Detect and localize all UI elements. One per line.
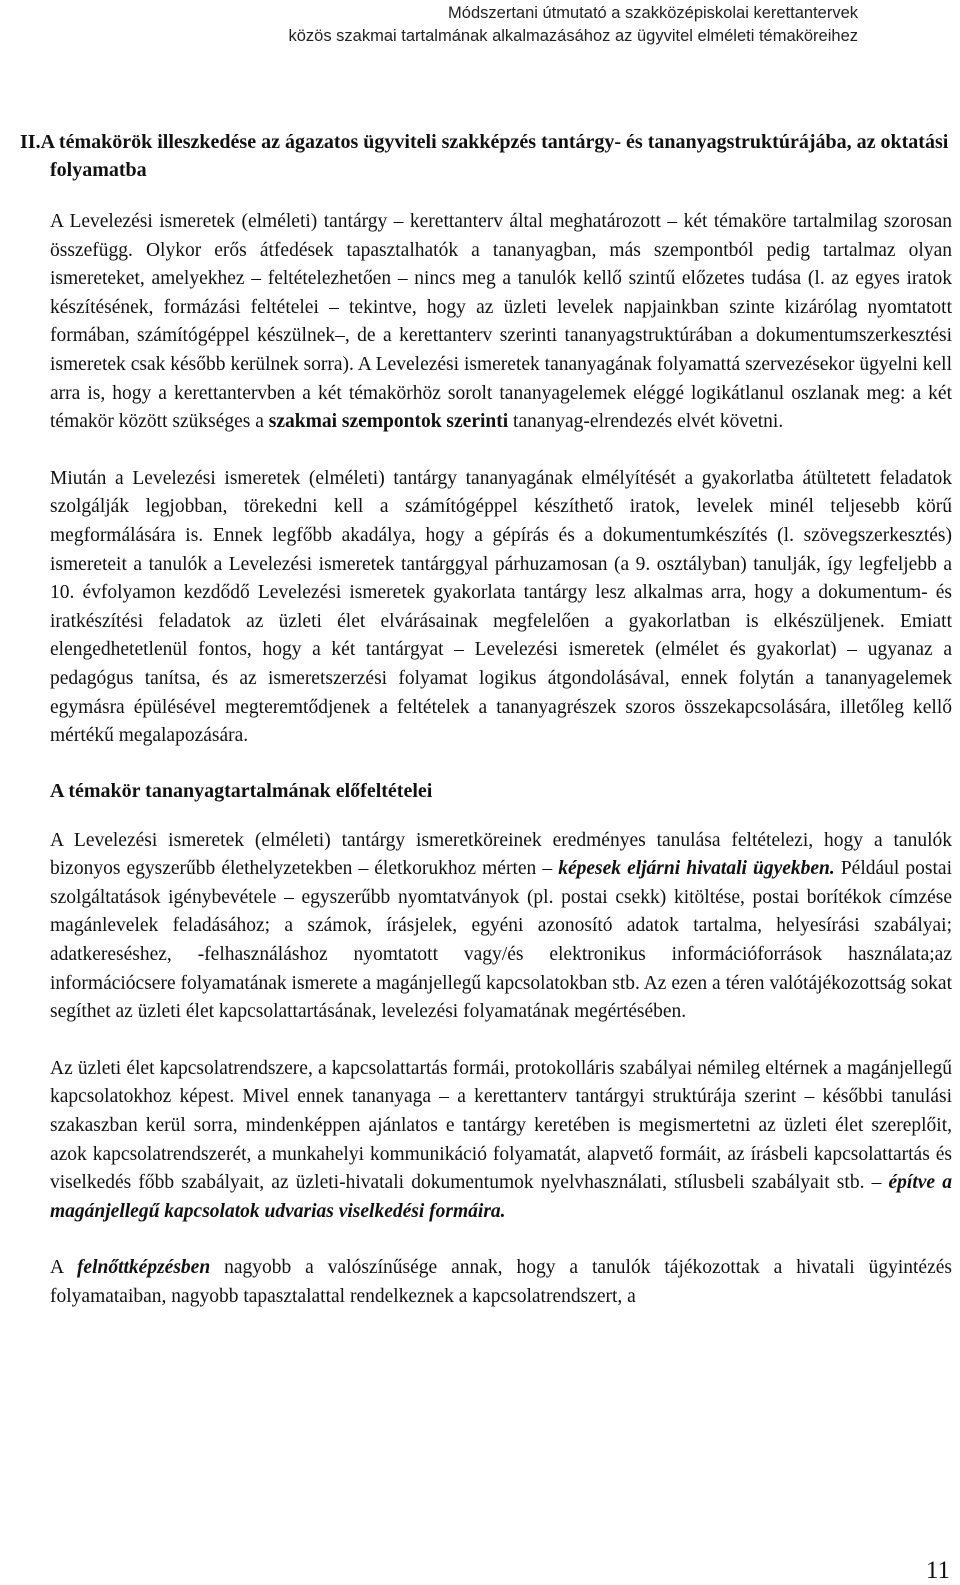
header-line-1: Módszertani útmutató a szakközépiskolai kerettantervek — [448, 4, 858, 22]
paragraph-5-text: nagyobb a valószínűsége annak, hogy a tanulók tájékozottak a hivatali ügyintézés folyamataiban, nagyobb tapasztalattal rendelkeznek a kapcsolatrendszert, a — [50, 1257, 952, 1307]
subheading: A témakör tananyagtartalmának előfeltételei — [50, 779, 433, 802]
body-content — [20, 128, 952, 1312]
running-header — [289, 2, 859, 48]
paragraph-3-end: Például postai szolgáltatások igénybevétele – egyszerűbb nyomtatványok (pl. postai csekk) kitöltése, postai borítékok címzése magánlevelek feladásához; a számok, írásjelek, egyéni azonosító adatok tartalma, helyesírási szabályai; adatkereséshez, -felhasználáshoz nyomtatott vagy/és elektronikus információforrások használata;az információcsere folyamatának ismerete a magánjellegű kapcsolatokban stb. Az ezen a téren valótájékozottság sokat segíthet az üzleti élet kapcsolattartásának, levelezési folyamatának megértésében. — [50, 858, 952, 1023]
paragraph-5-start: A — [50, 1257, 77, 1279]
paragraph-1 — [50, 208, 952, 437]
paragraph-1-end: tananyag-elrendezés elvét követni. — [508, 411, 784, 433]
header-line-2: közös szakmai tartalmának alkalmazásához az ügyvitel elméleti témaköreihez — [288, 27, 858, 45]
paragraph-3 — [50, 827, 952, 1027]
paragraph-1-text: A Levelezési ismeretek (elméleti) tantárgy – kerettanterv által meghatározott – két témaköre tartalmilag szorosan összefügg. Olykor erős átfedések tapasztalhatók a tananyagban, más szempontból pedig tartalmaz olyan ismereteket, amelyekhez – feltételezhetően – nincs meg a tanulók kellő szintű előzetes tudása (l. az egyes iratok készítésének, formázási feltételei – tekintve, hogy az üzleti levelek napjainkban szinte kizárólag nyomtatott formában, számítógéppel készülnek–, de a kerettanterv szerinti tananyagstruktúrában a dokumentumszerkesztési ismeretek csak később kerülnek sorra). A Levelezési ismeretek tananyagának folyamattá szervezésekor ügyelni kell arra is, hogy a kerettantervben a két témakörhöz sorolt tananyagelemek eléggé logikátlanul oszlanak meg: a két témakör között szükséges a — [50, 211, 952, 433]
section-title: II.A témakörök illeszkedése az ágazatos ügyviteli szakképzés tantárgy- és tananyagstruktúrájába, az oktatási folyamatba — [20, 131, 949, 181]
paragraph-5 — [50, 1254, 952, 1311]
paragraph-4-emphasis: építve a magánjellegű kapcsolatok udvarias viselkedési formáira. — [50, 1172, 952, 1222]
paragraph-4 — [50, 1055, 952, 1227]
paragraph-1-bold: szakmai szempontok szerinti — [268, 411, 509, 433]
page-number: 11 — [925, 1557, 950, 1584]
paragraph-3-emphasis: képesek eljárni hivatali ügyekben. — [558, 858, 835, 880]
paragraph-3-text: A Levelezési ismeretek (elméleti) tantárgy ismeretköreinek eredményes tanulása feltételezi, hogy a tanulók bizonyos egyszerűbb élethelyzetekben – életkorukhoz mérten – — [50, 829, 952, 880]
paragraph-4-text: Az üzleti élet kapcsolatrendszere, a kapcsolattartás formái, protokolláris szabályai némileg eltérnek a magánjellegű kapcsolatokhoz képest. Mivel ennek tananyaga – a kerettanterv tantárgyi struktúrája szerint – későbbi tanulási szakaszban kerül sorra, mindenképpen ajánlatos e tantárgy keretében is megismertetni az üzleti élet szereplőit, azok kapcsolatrendszerét, a munkahelyi kommunikáció folyamatát, alapvető formáit, az írásbeli kapcsolattartás és viselkedés főbb szabályait, az üzleti-hivatali dokumentumok nyelvhasználati, stílusbeli szabályait stb. – — [50, 1057, 952, 1194]
paragraph-5-emphasis: felnőttképzésben — [76, 1257, 211, 1279]
paragraph-2: Miután a Levelezési ismeretek (elméleti) tantárgy tananyagának elmélyítését a gyakorlatba átültetett feladatok szolgálják legjobban, törekedni kell a számítógéppel készíthető iratok, levelek minél teljesebb körű megformálására is. Ennek legfőbb akadálya, hogy a gépírás és a dokumentumkészítés (l. szövegszerkesztés) ismereteit a tanulók a Levelezési ismeretek tantárggyal párhuzamosan (a 9. osztályban) tanulják, így legfeljebb a 10. évfolyamon kezdődő Levelezési ismeretek gyakorlata tantárgy lesz alkalmas arra, hogy a dokumentum- és iratkészítési feladatok az üzleti élet elvárásainak megfelelően a gyakorlatban is elkészüljenek. Emiatt elengedhetetlenül fontos, hogy a két tantárgyat – Levelezési ismeretek (elmélet és gyakorlat) – ugyanaz a pedagógus tanítsa, és az ismeretszerzési folyamat logikus átgondolásával, ennek folytán a tananyagelemek egymásra épülésével megteremtődjenek a feltételek a tananyagrészek szoros összekapcsolására, illetőleg kellő mértékű megalapozására. — [50, 467, 952, 747]
